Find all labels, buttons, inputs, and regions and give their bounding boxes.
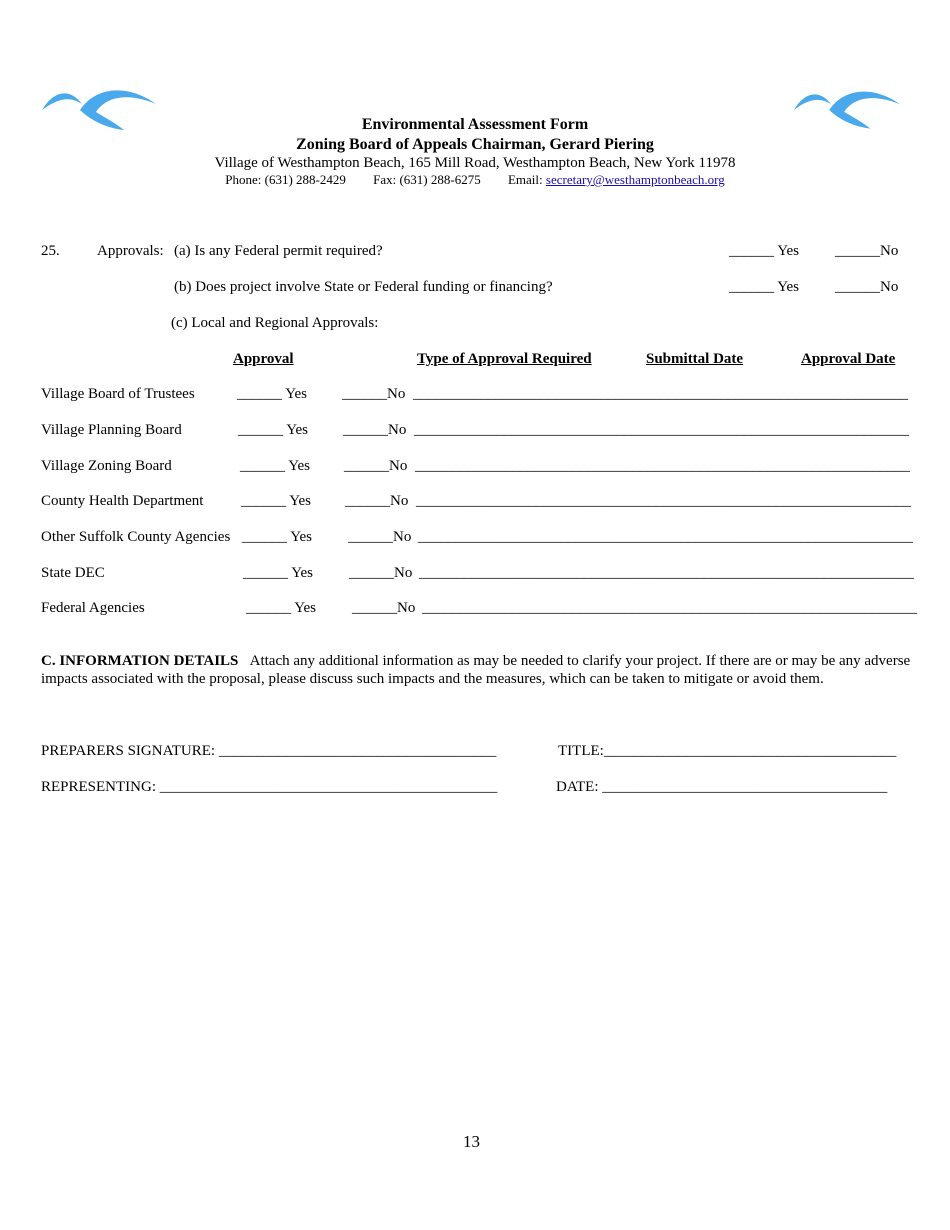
question-a-yes[interactable]: ______ Yes (729, 243, 800, 259)
info-heading: C. INFORMATION DETAILS (41, 653, 239, 669)
phone: Phone: (631) 288-2429 (225, 172, 346, 187)
approvals-label: Approvals: (97, 243, 164, 259)
representing-field[interactable]: REPRESENTING: _____________________________________________ (41, 779, 498, 795)
email-block (508, 172, 725, 187)
row-agency: Village Zoning Board (41, 458, 172, 474)
row-detail-line[interactable]: __________________________________________________________________ (413, 386, 908, 402)
row-no-field[interactable]: ______No (348, 529, 412, 545)
row-no-field[interactable]: ______No (343, 422, 407, 438)
question-number: 25. (41, 243, 60, 259)
fax: Fax: (631) 288-6275 (373, 172, 481, 187)
header-submittal-date: Submittal Date (646, 351, 744, 367)
question-b-no[interactable]: ______No (835, 279, 899, 295)
row-detail-line[interactable]: __________________________________________________________________ (414, 422, 909, 438)
row-agency: Other Suffolk County Agencies (41, 529, 231, 545)
date-field[interactable]: DATE: ______________________________________ (556, 779, 888, 795)
row-no-field[interactable]: ______No (349, 565, 413, 581)
row-yes-field[interactable]: ______ Yes (237, 386, 308, 402)
question-c: (c) Local and Regional Approvals: (171, 315, 379, 331)
question-b-yes[interactable]: ______ Yes (729, 279, 800, 295)
address: Village of Westhampton Beach, 165 Mill Road, Westhampton Beach, New York 11978 (214, 155, 736, 171)
row-no-field[interactable]: ______No (344, 458, 408, 474)
row-agency: County Health Department (41, 493, 204, 509)
question-a: (a) Is any Federal permit required? (174, 243, 383, 259)
preparer-signature-field[interactable]: PREPARERS SIGNATURE: _____________________________________ (41, 743, 497, 759)
row-detail-line[interactable]: __________________________________________________________________ (419, 565, 914, 581)
row-yes-field[interactable]: ______ Yes (241, 493, 312, 509)
row-yes-field[interactable]: ______ Yes (246, 600, 317, 616)
email-link[interactable]: secretary@westhamptonbeach.org (545, 172, 725, 187)
row-detail-line[interactable]: __________________________________________________________________ (415, 458, 910, 474)
contact-line (0, 172, 950, 188)
row-agency: Federal Agencies (41, 600, 145, 616)
row-agency: Village Planning Board (41, 422, 182, 438)
information-details (41, 652, 911, 688)
title-field[interactable]: TITLE:_______________________________________ (558, 743, 897, 759)
row-agency: Village Board of Trustees (41, 386, 195, 402)
form-subtitle: Zoning Board of Appeals Chairman, Gerard Piering (296, 136, 654, 153)
row-detail-line[interactable]: __________________________________________________________________ (418, 529, 913, 545)
header-approval: Approval (233, 351, 294, 367)
email-label: Email: (507, 172, 543, 187)
info-text: Attach any additional information as may be needed to clarify your project. If there are or may be any adverse impacts associated with the proposal, please discuss such impacts and the measures, which can be taken to mitigate or avoid them. (41, 653, 911, 687)
row-yes-field[interactable]: ______ Yes (240, 458, 311, 474)
row-agency: State DEC (41, 565, 105, 581)
header-approval-date: Approval Date (801, 351, 896, 367)
row-detail-line[interactable]: __________________________________________________________________ (416, 493, 911, 509)
header-type-of-approval: Type of Approval Required (417, 351, 592, 367)
row-yes-field[interactable]: ______ Yes (238, 422, 309, 438)
row-yes-field[interactable]: ______ Yes (242, 529, 313, 545)
row-yes-field[interactable]: ______ Yes (243, 565, 314, 581)
row-no-field[interactable]: ______No (352, 600, 416, 616)
row-detail-line[interactable]: __________________________________________________________________ (422, 600, 917, 616)
question-b: (b) Does project involve State or Federal funding or financing? (174, 279, 553, 295)
question-a-no[interactable]: ______No (835, 243, 899, 259)
page-number: 13 (463, 1132, 480, 1151)
form-title: Environmental Assessment Form (361, 116, 589, 133)
row-no-field[interactable]: ______No (345, 493, 409, 509)
row-no-field[interactable]: ______No (342, 386, 406, 402)
